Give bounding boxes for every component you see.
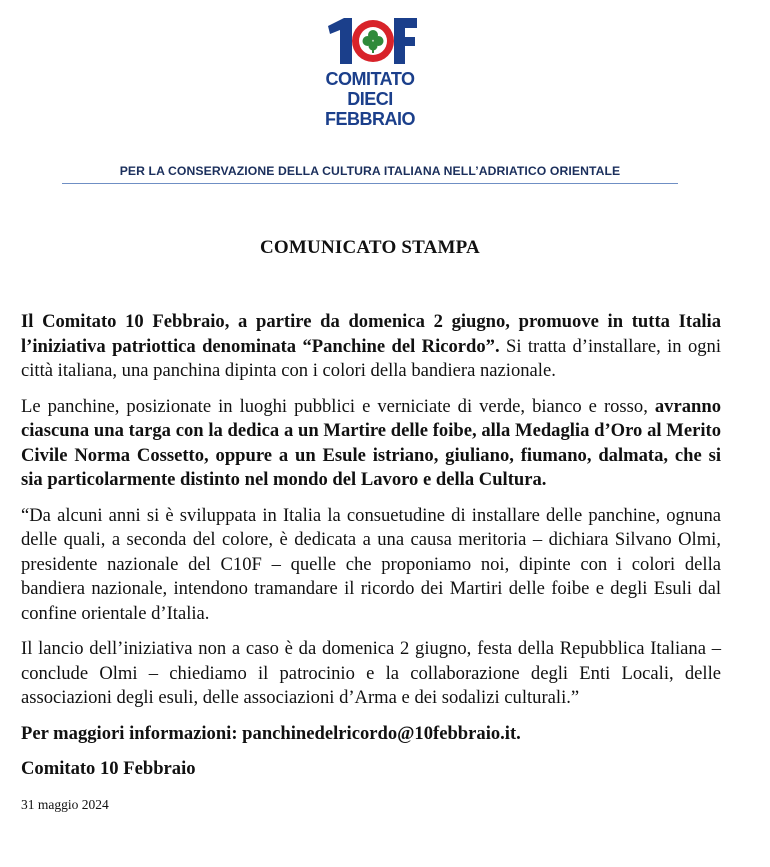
paragraph-benches-normal: Le panchine, posizionate in luoghi pubblici e verniciate di verde, bianco e rosso, xyxy=(21,395,655,417)
contact-info-text: Per maggiori informazioni: panchinedelricordo@10febbraio.it. xyxy=(21,722,521,744)
release-date: 31 maggio 2024 xyxy=(21,796,109,812)
paragraph-benches xyxy=(21,395,721,493)
logo-line-2: DIECI xyxy=(347,89,393,109)
paragraph-intro-rest: Si tratta d’installare, in ogni città italiana, una panchina dipinta con i colori della bandiera nazionale. xyxy=(21,335,722,381)
paragraph-intro-bold: Il Comitato 10 Febbraio, a partire da domenica 2 giugno, promuove in tutta Italia l’iniziativa patriottica denominata “Panchine del Ricordo”. xyxy=(21,311,721,357)
page-title: COMUNICATO STAMPA xyxy=(260,237,480,258)
logo-wordmark xyxy=(320,69,420,129)
paragraph-quote: “Da alcuni anni si è sviluppata in Italia la consuetudine di installare delle panchine, ognuna delle quali, a seconda del colore, è dedicata a una causa meritoria – dichiara Silvano Olmi, presidente nazionale del C10F – quelle che proponiamo noi, dipinte con i colori della bandiera nazionale, intendono tramandare il ricordo dei Martiri delle foibe e degli Esuli dal confine orientale d’Italia. xyxy=(21,504,721,624)
logo-digit-one xyxy=(328,18,352,64)
committee-logo-mark xyxy=(322,12,418,68)
tagline: PER LA CONSERVAZIONE DELLA CULTURA ITALIANA NELL’ADRIATICO ORIENTALE xyxy=(119,164,621,178)
signature xyxy=(21,757,721,782)
logo-line-3: FEBBRAIO xyxy=(325,109,415,129)
paragraph-intro xyxy=(21,310,721,384)
signature-text: Comitato 10 Febbraio xyxy=(21,758,196,779)
header-divider xyxy=(62,183,678,184)
press-release-body xyxy=(21,310,721,817)
logo-letter-f xyxy=(394,18,417,64)
logo-line-1: COMITATO xyxy=(325,69,415,89)
logo xyxy=(320,12,420,129)
contact-info xyxy=(21,722,721,747)
paragraph-benches-bold: avranno ciascuna una targa con la dedica a un Martire delle foibe, alla Medaglia d’Oro al Merito Civile Norma Cossetto, oppure a un Esule istriano, giuliano, fiumano, dalmata, che si sia particolarmente distinto nel mondo del Lavoro e della Cultura. xyxy=(21,395,721,490)
paragraph-launch: Il lancio dell’iniziativa non a caso è da domenica 2 giugno, festa della Repubblica Italiana – conclude Olmi – chiediamo il patrocinio e la collaborazione degli Enti Locali, delle associazioni degli esuli, delle associazioni d’Arma e dei sodalizi culturali.” xyxy=(21,638,721,708)
